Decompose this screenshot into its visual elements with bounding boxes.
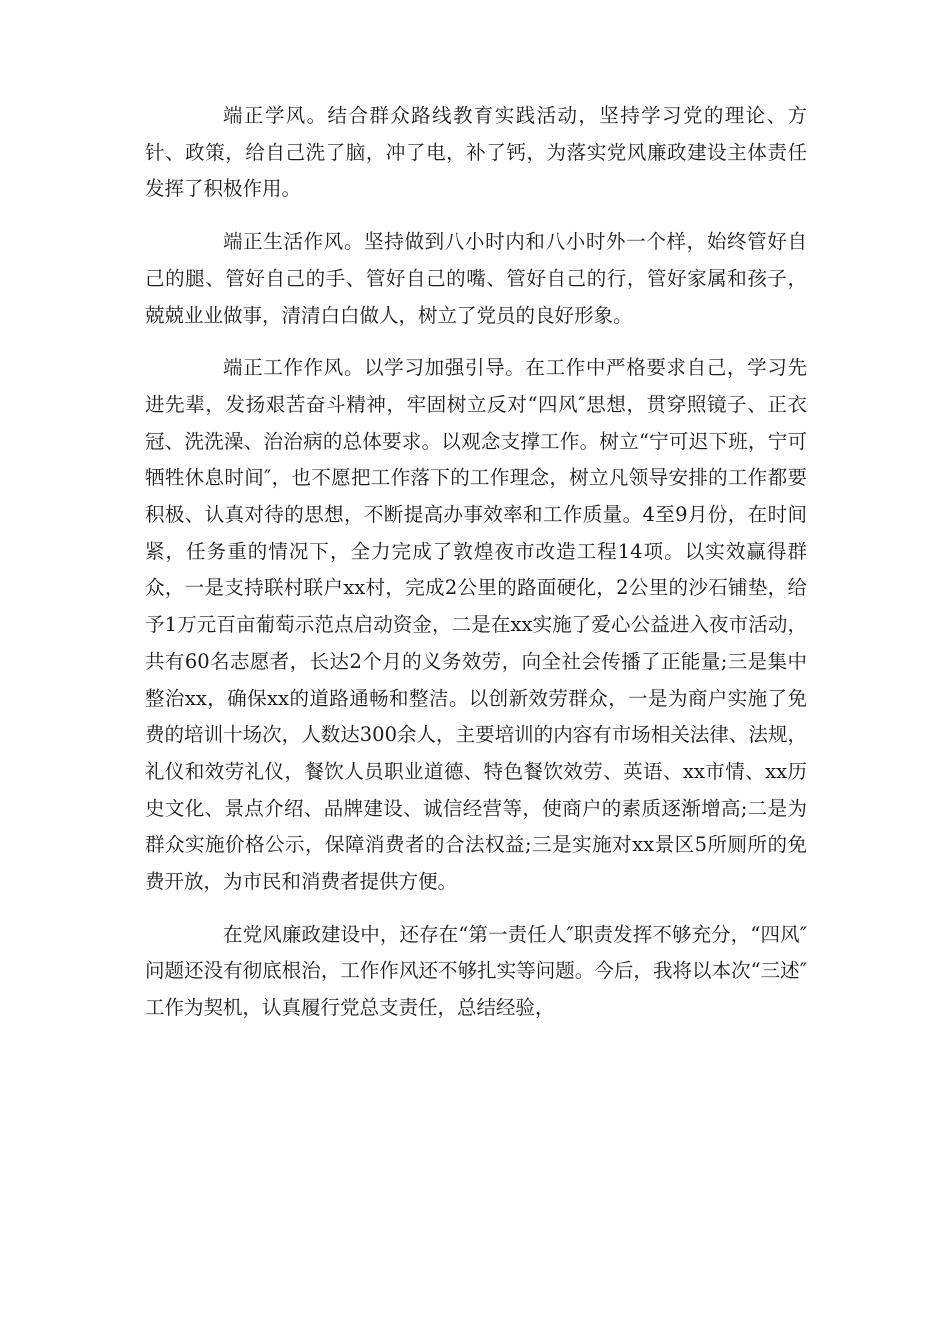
paragraph-life-style: 端正生活作风。坚持做到八小时内和八小时外一个样，始终管好自己的腿、管好自己的手、管好自己的嘴、管好自己的行，管好家属和孩子，兢兢业业做事，清清白白做人，树立了党员的良好形象。 xyxy=(145,230,807,327)
document-body xyxy=(145,98,807,1043)
paragraph-study-style: 端正学风。结合群众路线教育实践活动，坚持学习党的理论、方针、政策，给自己洗了脑，冲了电，补了钙，为落实党风廉政建设主体责任发挥了积极作用。 xyxy=(145,104,807,201)
paragraph-work-style: 端正工作作风。以学习加强引导。在工作中严格要求自己，学习先进先辈，发扬艰苦奋斗精神，牢固树立反对“四风″思想，贯穿照镜子、正衣冠、洗洗澡、治治病的总体要求。以观念支撑工作。树立“宁可迟下班，宁可牺牲休息时间″，也不愿把工作落下的工作理念，树立凡领导安排的工作都要积极、认真对待的思想，不断提高办事效率和工作质量。4至9月份，在时间紧，任务重的情况下，全力完成了敦煌夜市改造工程14项。以实效赢得群众，一是支持联村联户xx村，完成2公里的路面硬化，2公里的沙石铺垫，给予1万元百亩葡萄示范点启动资金，二是在xx实施了爱心公益进入夜市活动，共有60名志愿者，长达2个月的义务效劳，向全社会传播了正能量;三是集中整治xx，确保xx的道路通畅和整洁。以创新效劳群众，一是为商户实施了免费的培训十场次，人数达300余人，主要培训的内容有市场相关法律、法规，礼仪和效劳礼仪，餐饮人员职业道德、特色餐饮效劳、英语、xx市情、xx历史文化、景点介绍、品牌建设、诚信经营等，使商户的素质逐渐增高;二是为群众实施价格公示，保障消费者的合法权益;三是实施对xx景区5所厕所的免费开放，为市民和消费者提供方便。 xyxy=(145,356,807,894)
paragraph-problems: 在党风廉政建设中，还存在“第一责任人″职责发挥不够充分，“四风″问题还没有彻底根治，工作作风还不够扎实等问题。今后，我将以本次“三述″工作为契机，认真履行党总支责任，总结经验， xyxy=(145,922,807,1020)
